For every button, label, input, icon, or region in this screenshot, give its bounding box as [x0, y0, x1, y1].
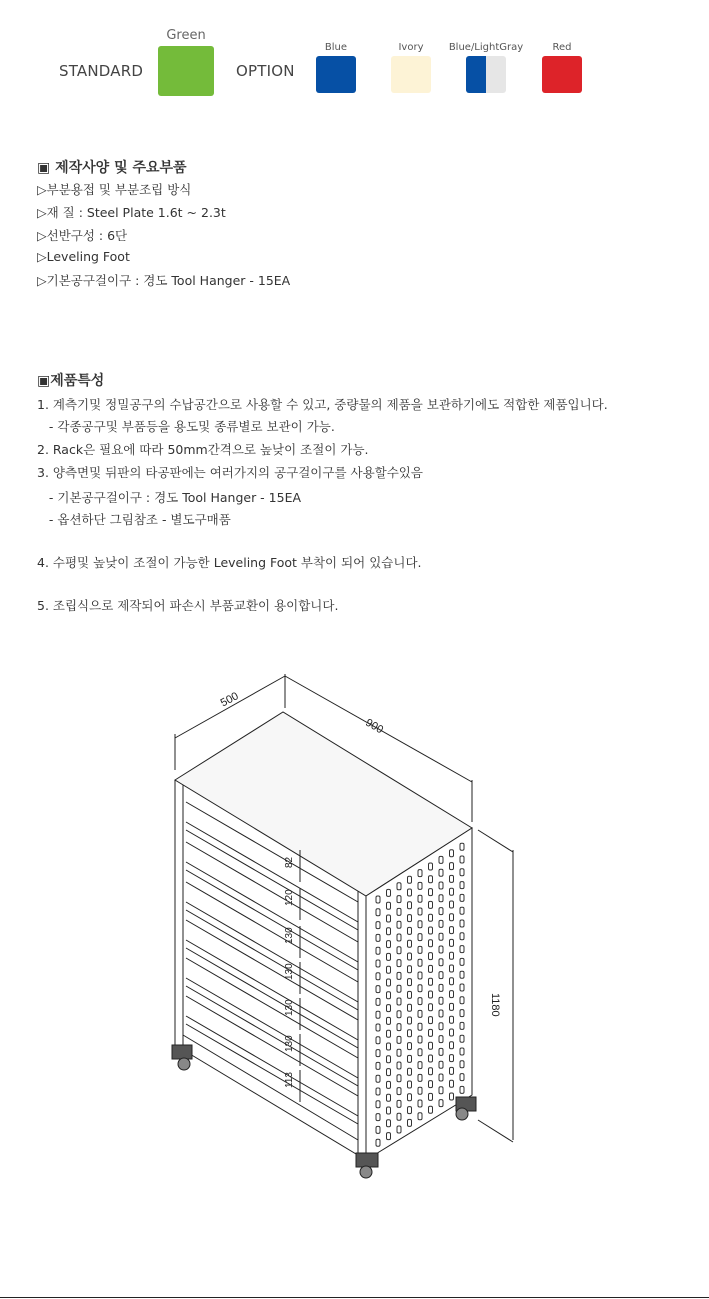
feature-line: 5. 조립식으로 제작되어 파손시 부품교환이 용이합니다. [37, 598, 339, 613]
standard-label: STANDARD [59, 62, 144, 80]
swatch-ivory [391, 56, 431, 93]
features-title: ▣제품특성 [37, 373, 105, 389]
feature-line: 3. 양측면및 뒤판의 타공판에는 여러가지의 공구걸이구를 사용할수있음 [37, 465, 423, 480]
rack-drawing [0, 640, 709, 1200]
dim-height-label: 1180 [489, 993, 501, 1017]
feature-line: - 각종공구및 부품등을 용도및 종류별로 보관이 가능. [37, 419, 335, 434]
spec-item: ▷재 질 : Steel Plate 1.6t ~ 2.3t [37, 205, 226, 220]
swatch-label-ivory: Ivory [398, 42, 424, 53]
spec-title: ▣ 제작사양 및 주요부품 [37, 160, 187, 176]
shelf [186, 882, 358, 1010]
swatch-label-green: Green [166, 28, 206, 43]
shelf [186, 996, 358, 1124]
shelf-gap-label: 130 [284, 1035, 295, 1052]
option-label: OPTION [236, 62, 295, 80]
feature-line: 2. Rack은 필요에 따라 50mm간격으로 높낮이 조절이 가능. [37, 442, 369, 457]
feature-line: 1. 계측기및 정밀공구의 수납공간으로 사용할 수 있고, 중량물의 제품을 보관하기에도 적합한 제품입니다. [37, 397, 608, 412]
swatch-green [158, 46, 214, 96]
spec-item: ▷Leveling Foot [37, 249, 130, 264]
swatch-label-red: Red [552, 42, 572, 53]
shelf-gap-label: 130 [284, 999, 295, 1016]
dim-depth-label: 500 [218, 690, 241, 710]
spec-item: ▷부분용접 및 부분조립 방식 [37, 182, 192, 197]
shelf-gap-label: 82 [284, 856, 295, 868]
swatch-label-blue-lightgray: Blue/LightGray [448, 42, 524, 53]
swatch-red [542, 56, 582, 93]
feature-line: - 기본공구걸이구 : 경도 Tool Hanger - 15EA [37, 490, 302, 505]
shelf-gap-label: 120 [284, 889, 295, 906]
dim-width-label: 900 [363, 716, 386, 737]
spec-item: ▷선반구성 : 6단 [37, 228, 128, 243]
spec-item: ▷기본공구걸이구 : 경도 Tool Hanger - 15EA [37, 273, 291, 288]
feature-line: 4. 수평및 높낮이 조절이 가능한 Leveling Foot 부착이 되어 있습니다. [37, 555, 422, 570]
swatch-blue [316, 56, 356, 93]
shelf-gap-label: 113 [284, 1072, 295, 1088]
shelf-gap-label: 130 [284, 963, 295, 980]
feature-line: - 옵션하단 그림참조 - 별도구매품 [37, 512, 231, 527]
shelf [186, 920, 358, 1048]
footer-divider [0, 1297, 709, 1298]
shelf-gap-label: 130 [284, 927, 295, 944]
swatch-blue-lightgray [466, 56, 506, 93]
swatch-label-blue: Blue [324, 42, 348, 53]
